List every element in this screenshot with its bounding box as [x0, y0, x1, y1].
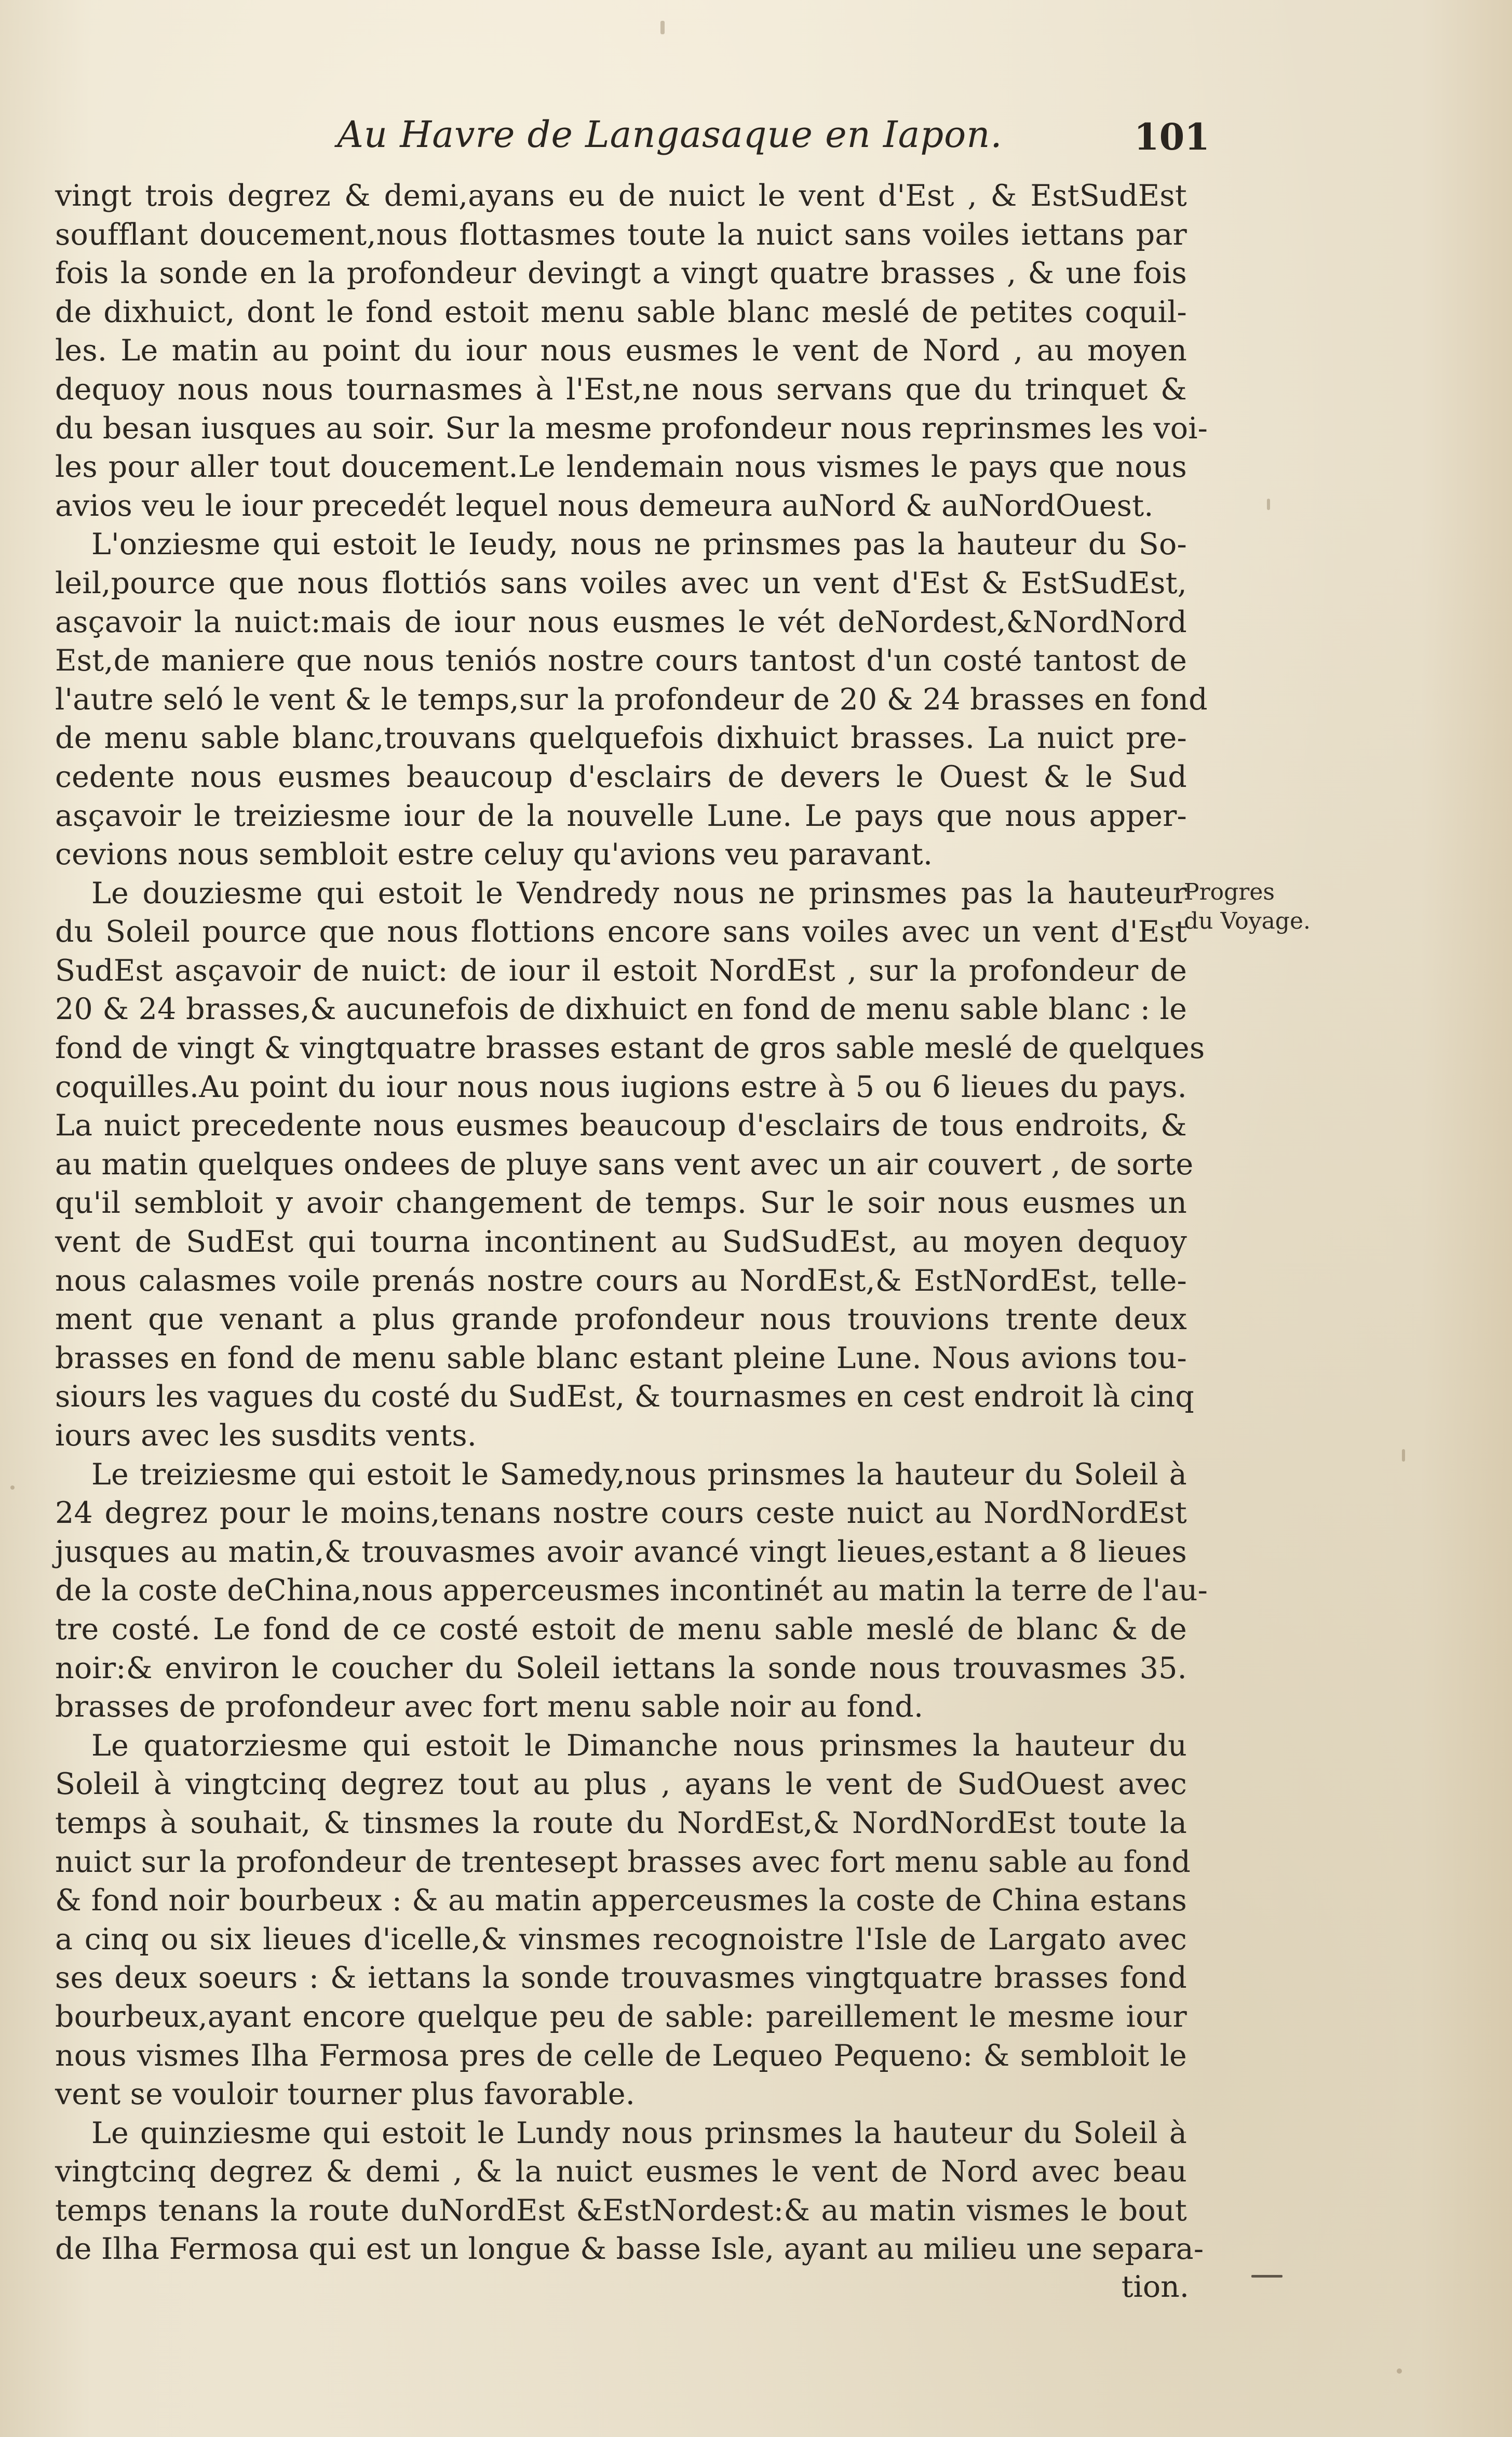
- text-line: vingtcinq degrez & demi , & la nuict eusmes le vent de Nord avec beau: [55, 2154, 1187, 2189]
- text-line: nous vismes Ilha Fermosa pres de celle de Lequeo Pequeno: & sembloit le: [55, 2038, 1187, 2073]
- text-line: qu'il sembloit y avoir changement de temps. Sur le soir nous eusmes un: [55, 1186, 1187, 1221]
- text-line: de Ilha Fermosa qui est un longue & basse Isle, ayant au milieu une separa-: [55, 2232, 1204, 2267]
- text-line: soufflant doucement,nous flottasmes toute la nuict sans voiles iettans par: [55, 217, 1187, 252]
- text-line: 24 degrez pour le moins,tenans nostre cours ceste nuict au NordNordEst: [55, 1496, 1187, 1531]
- text-line: temps à souhait, & tinsmes la route du NordEst,& NordNordEst toute la: [55, 1805, 1187, 1840]
- text-line: de menu sable blanc,trouvans quelquefois dixhuict brasses. La nuict pre-: [55, 721, 1187, 756]
- text-line: cevions nous sembloit estre celuy qu'avions veu paravant.: [55, 837, 933, 872]
- text-line: SudEst asçavoir de nuict: de iour il estoit NordEst , sur la profondeur de: [55, 953, 1187, 988]
- ink-speck: [1397, 2368, 1402, 2374]
- text-line: de dixhuict, dont le fond estoit menu sable blanc meslé de petites coquil-: [55, 294, 1187, 329]
- text-line: brasses de profondeur avec fort menu sable noir au fond.: [55, 1690, 924, 1724]
- ink-speck: [1267, 499, 1270, 510]
- text-line: jusques au matin,& trouvasmes avoir avancé vingt lieues,estant a 8 lieues: [55, 1534, 1187, 1569]
- text-line: du besan iusques au soir. Sur la mesme profondeur nous reprinsmes les voi-: [55, 411, 1208, 446]
- text-line: asçavoir le treiziesme iour de la nouvelle Lune. Le pays que nous apper-: [55, 798, 1187, 833]
- text-line: 20 & 24 brasses,& aucunefois de dixhuict en fond de menu sable blanc : le: [55, 992, 1187, 1027]
- text-line: La nuict precedente nous eusmes beaucoup d'esclairs de tous endroits, &: [55, 1108, 1187, 1143]
- text-line: asçavoir la nuict:mais de iour nous eusmes le vét deNordest,&NordNord: [55, 605, 1187, 639]
- text-line: l'autre seló le vent & le temps,sur la profondeur de 20 & 24 brasses en fond: [55, 682, 1208, 717]
- text-line: du Soleil pource que nous flottions encore sans voiles avec un vent d'Est: [55, 915, 1187, 949]
- marginal-note-line: Progres: [1184, 879, 1275, 905]
- text-line: tre costé. Le fond de ce costé estoit de menu sable meslé de blanc & de: [55, 1612, 1187, 1646]
- ink-speck: [660, 21, 665, 34]
- text-line: leil,pource que nous flottiós sans voiles avec un vent d'Est & EstSudEst,: [55, 566, 1187, 600]
- text-line: cedente nous eusmes beaucoup d'esclairs de devers le Ouest & le Sud: [55, 759, 1187, 794]
- marginal-note: [1184, 878, 1319, 936]
- text-line: avios veu le iour precedét lequel nous demeura auNord & auNordOuest.: [55, 488, 1154, 523]
- catchword: tion.: [1121, 2270, 1189, 2304]
- text-line: fond de vingt & vingtquatre brasses estant de gros sable meslé de quelques: [55, 1031, 1205, 1066]
- ink-speck: [1402, 1449, 1405, 1462]
- text-line: les pour aller tout doucement.Le lendemain nous vismes le pays que nous: [55, 450, 1187, 485]
- text-line: dequoy nous nous tournasmes à l'Est,ne nous servans que du trinquet &: [55, 372, 1187, 407]
- text-line: coquilles.Au point du iour nous nous iugions estre à 5 ou 6 lieues du pays.: [55, 1069, 1187, 1104]
- text-line: nuict sur la profondeur de trentesept brasses avec fort menu sable au fond: [55, 1844, 1191, 1879]
- text-line: fois la sonde en la profondeur devingt a vingt quatre brasses , & une fois: [55, 256, 1187, 291]
- ink-speck: [1251, 2275, 1282, 2278]
- text-line: Le quinziesme qui estoit le Lundy nous prinsmes la hauteur du Soleil à: [91, 2115, 1187, 2150]
- text-line: vent de SudEst qui tourna incontinent au SudSudEst, au moyen dequoy: [55, 1225, 1187, 1260]
- text-line: ses deux soeurs : & iettans la sonde trouvasmes vingtquatre brasses fond: [55, 1961, 1187, 1996]
- body-text: [55, 177, 1208, 2269]
- text-line: siours les vagues du costé du SudEst, & tournasmes en cest endroit là cinq: [55, 1380, 1194, 1414]
- text-line: & fond noir bourbeux : & au matin apperceusmes la coste de China estans: [55, 1883, 1187, 1918]
- text-line: les. Le matin au point du iour nous eusmes le vent de Nord , au moyen: [55, 333, 1187, 368]
- text-line: Soleil à vingtcinq degrez tout au plus , ayans le vent de SudOuest avec: [55, 1767, 1187, 1802]
- text-line: brasses en fond de menu sable blanc estant pleine Lune. Nous avions tou-: [55, 1341, 1187, 1375]
- ink-speck: [10, 1485, 15, 1490]
- text-line: L'onziesme qui estoit le Ieudy, nous ne prinsmes pas la hauteur du So-: [91, 527, 1187, 562]
- text-line: Le douziesme qui estoit le Vendredy nous ne prinsmes pas la hauteur: [91, 876, 1187, 910]
- text-line: a cinq ou six lieues d'icelle,& vinsmes recognoistre l'Isle de Largato avec: [55, 1922, 1187, 1957]
- text-line: ment que venant a plus grande profondeur nous trouvions trente deux: [55, 1302, 1187, 1337]
- text-line: de la coste deChina,nous apperceusmes incontinét au matin la terre de l'au-: [55, 1573, 1208, 1608]
- text-line: iours avec les susdits vents.: [55, 1418, 477, 1453]
- text-line: au matin quelques ondees de pluye sans vent avec un air couvert , de sorte: [55, 1147, 1194, 1182]
- page-number: 101: [1133, 115, 1210, 158]
- text-line: noir:& environ le coucher du Soleil iettans la sonde nous trouvasmes 35.: [55, 1651, 1187, 1685]
- text-line: nous calasmes voile prenás nostre cours au NordEst,& EstNordEst, telle-: [55, 1263, 1187, 1298]
- text-line: vent se vouloir tourner plus favorable.: [55, 2077, 636, 2112]
- text-line: Le quatorziesme qui estoit le Dimanche nous prinsmes la hauteur du: [91, 1728, 1187, 1763]
- text-line: Le treiziesme qui estoit le Samedy,nous prinsmes la hauteur du Soleil à: [91, 1457, 1187, 1492]
- text-line: vingt trois degrez & demi,ayans eu de nuict le vent d'Est , & EstSudEst: [55, 179, 1187, 213]
- text-line: temps tenans la route duNordEst &EstNordest:& au matin vismes le bout: [55, 2193, 1187, 2228]
- marginal-note-line: du Voyage.: [1184, 908, 1311, 934]
- running-title: Au Havre de Langasaque en Iapon.: [337, 113, 1003, 156]
- text-line: Est,de maniere que nous teniós nostre cours tantost d'un costé tantost de: [55, 644, 1187, 678]
- text-line: bourbeux,ayant encore quelque peu de sable: pareillement le mesme iour: [55, 1999, 1187, 2034]
